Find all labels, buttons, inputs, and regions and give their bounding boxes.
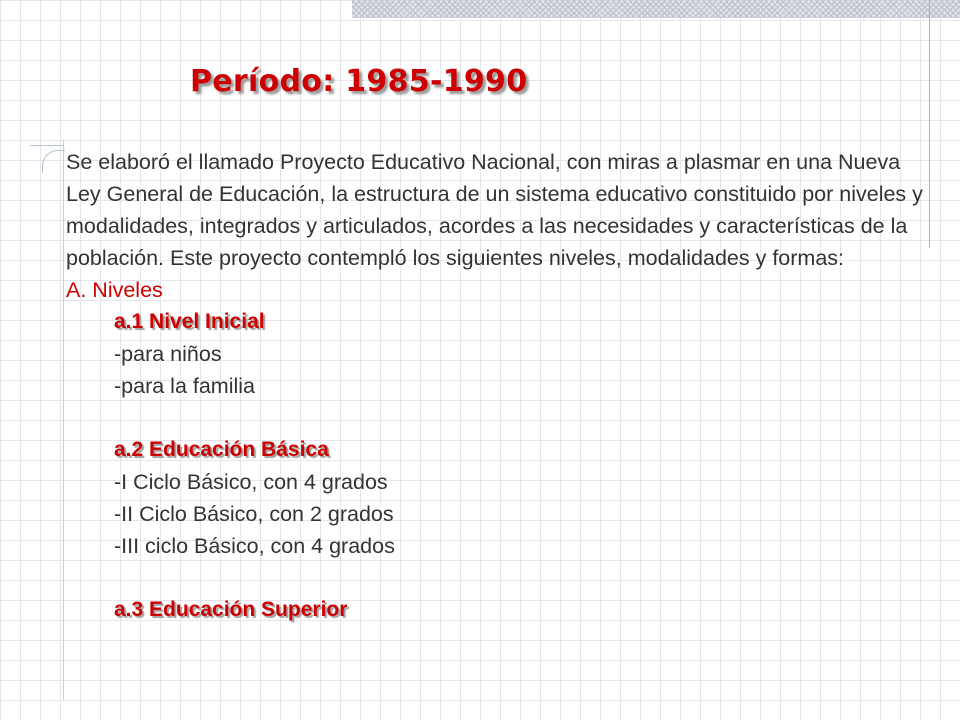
decorative-right-line [929,0,930,248]
list-item: -I Ciclo Básico, con 4 grados [114,470,388,494]
bullet-curve-icon [42,150,65,173]
list-item: -para la familia [114,374,255,398]
subsection-educacion-basica [66,434,928,562]
subsection-heading: a.1 Nivel Inicial [114,310,265,333]
list-item: -III ciclo Básico, con 4 grados [114,534,395,558]
subsection-nivel-inicial [66,306,928,402]
subsection-heading: a.3 Educación Superior [114,598,348,621]
list-item: -para niños [114,342,222,366]
list-item: -II Ciclo Básico, con 2 grados [114,502,394,526]
subsection-heading: a.2 Educación Básica [114,438,329,461]
slide-title: Período: 1985-1990 [190,64,528,99]
subsection-educacion-superior [66,594,928,626]
slide-body [66,146,928,626]
decorative-left-tick [30,145,64,146]
decorative-hatch-band [352,0,960,18]
decorative-left-line [63,140,64,700]
section-heading: A. Niveles [66,278,163,302]
intro-paragraph: Se elaboró el llamado Proyecto Educativo Nacional, con miras a plasmar en una Nueva Ley General de Educación, la estructura de un sistema educativo constituido por niveles y modalidades, integrados y articulados, acordes a las necesidades y características de la población. Este proyecto contempló los siguientes niveles, modalidades y formas: [66,150,923,270]
